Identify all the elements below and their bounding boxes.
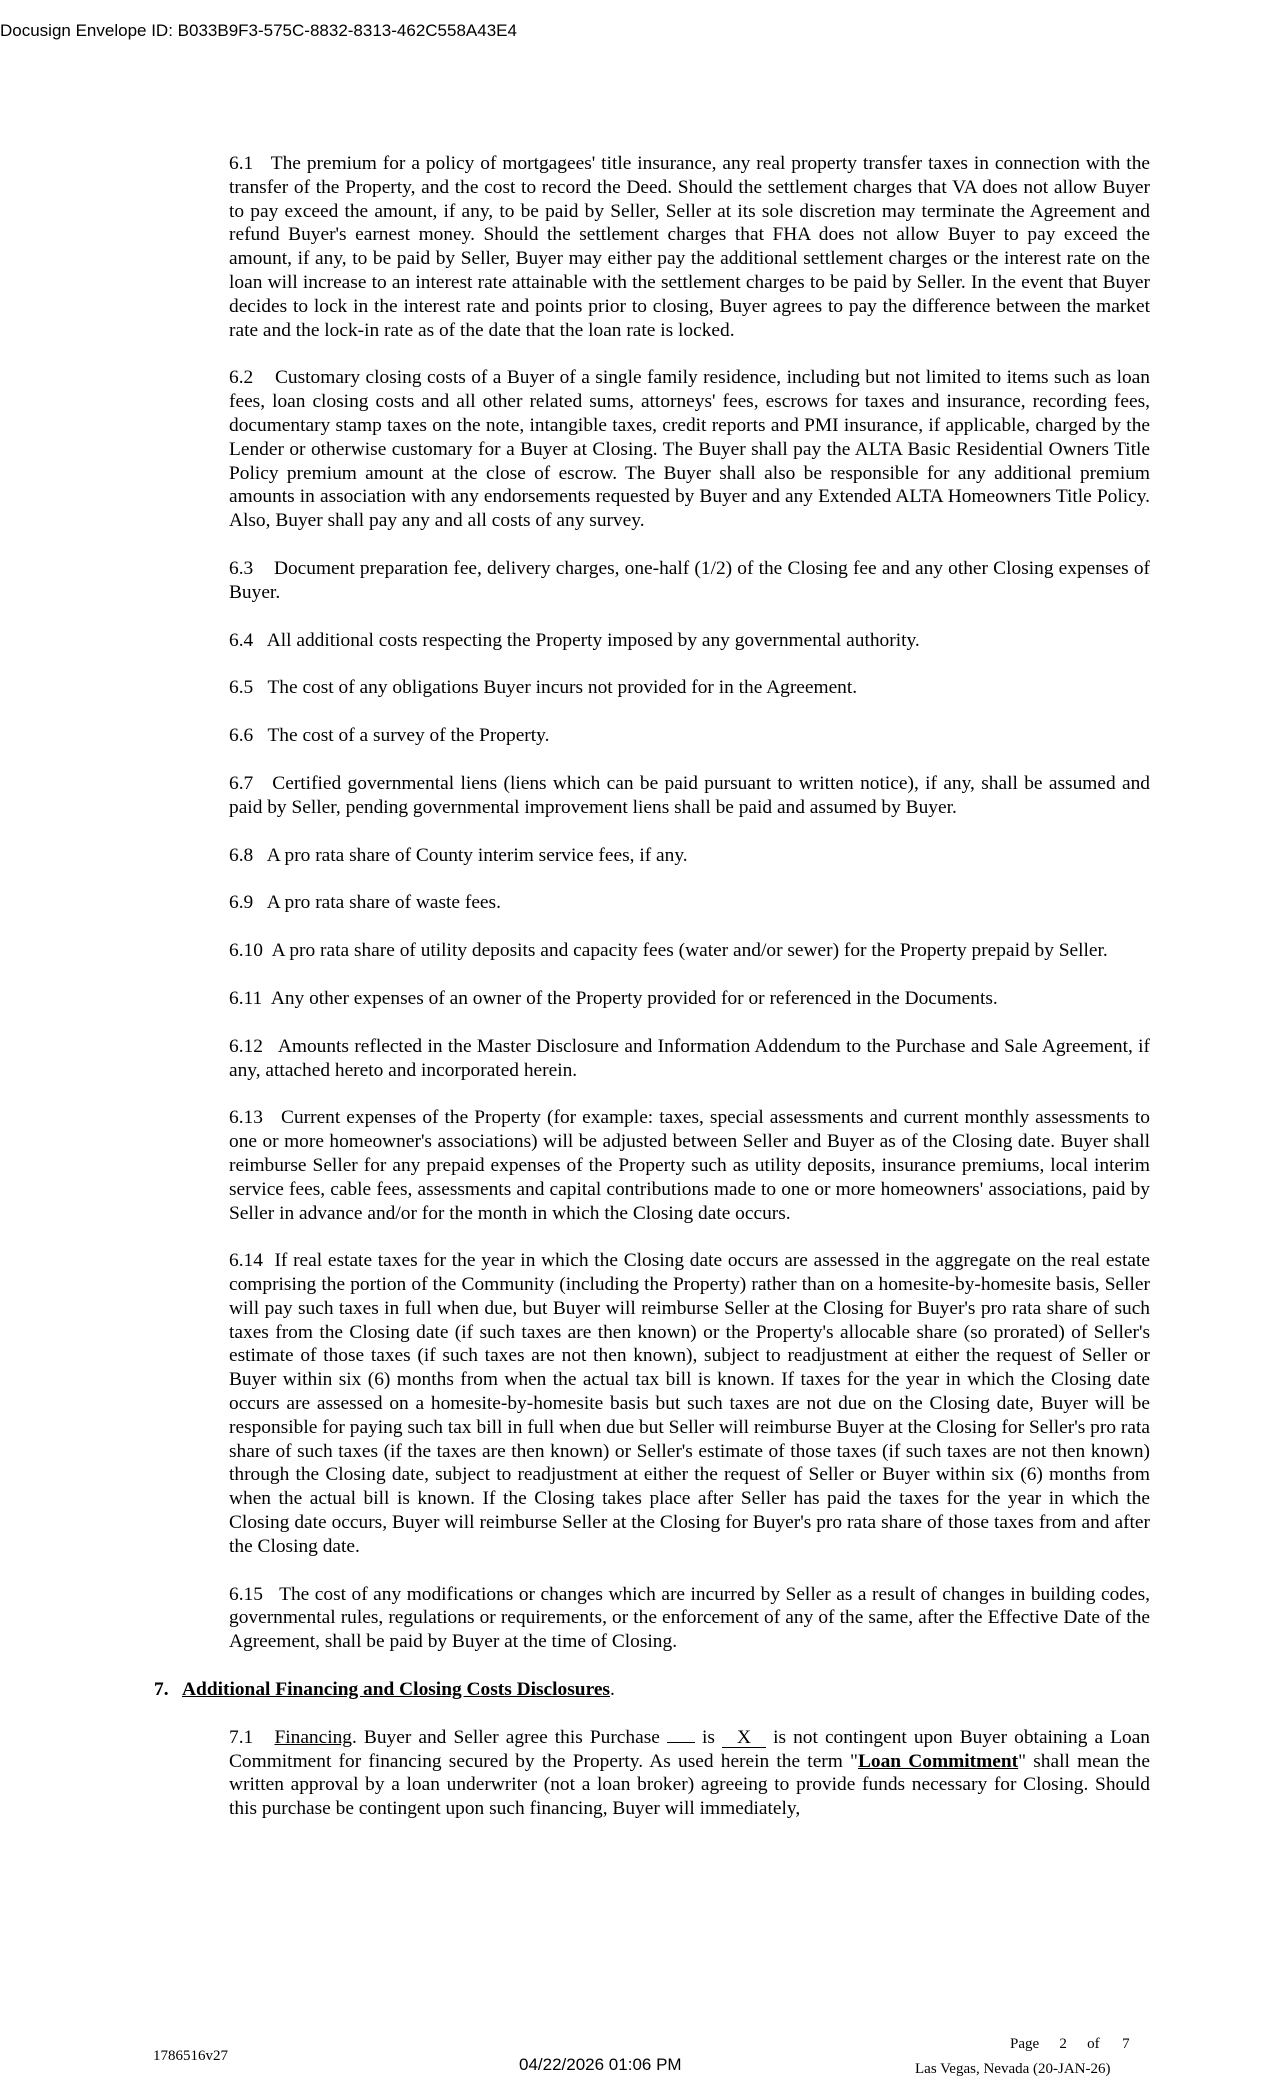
section-number: 7. (154, 1679, 169, 1701)
paragraph-number: 6.11 (229, 987, 263, 1009)
paragraph-text: Any other expenses of an owner of the Property provided for or referenced in the Documents. (270, 987, 998, 1009)
paragraph-text: A pro rata share of County interim service fees, if any. (266, 844, 688, 866)
paragraph-number: 6.9 (229, 892, 254, 914)
paragraph-6-5 (229, 676, 1150, 700)
paragraph-6-2 (229, 366, 1150, 533)
paragraph-number: 6.7 (229, 772, 254, 794)
paragraph-text: If real estate taxes for the year in which the Closing date occurs are assessed in the aggregate on the real estate comprising the portion of the Community (including the Property) rather than on a homesite-by-homesite basis, Seller will pay such taxes in full when due, but Buyer will reimburse Seller at the Closing for Buyer's pro rata share of such taxes from the Closing date (if such taxes are then known) or the Property's allocable share (so prorated) of Seller's estimate of those taxes (if such taxes are not then known), subject to readjustment at either the request of Seller or Buyer within six (6) months from when the actual tax bill is known. If taxes for the year in which the Closing date occurs are assessed on a homesite-by-homesite basis but such taxes are not due on the Closing date, Buyer will be responsible for paying such tax bill in full when due but Seller will reimburse Buyer at the Closing for Seller's pro rata share of such taxes (if the taxes are then known) or Seller's estimate of those taxes (if such taxes are not then known) through the Closing date, subject to readjustment at either the request of Seller or Buyer within six (6) months from when the actual bill is known. If the Closing takes place after Seller has paid the taxes for the year in which the Closing date occurs, Buyer will reimburse Seller at the Closing for Buyer's pro rata share of those taxes from and after the Closing date. (229, 1250, 1150, 1557)
paragraph-text: All additional costs respecting the Property imposed by any governmental authority. (266, 629, 920, 651)
paragraph-number: 6.14 (229, 1250, 263, 1272)
page-number: 2 (1059, 2036, 1067, 2052)
paragraph-number: 6.6 (229, 725, 254, 747)
paragraph-text: is not contingent upon Buyer obtaining a Loan Commitment for financing secured by the Property. As used herein the term " (229, 1726, 1150, 1772)
paragraph-number: 6.10 (229, 940, 263, 962)
envelope-id: Docusign Envelope ID: B033B9F3-575C-8832-8313-462C558A43E4 (0, 21, 517, 40)
contingent-is-blank (667, 1742, 695, 1743)
paragraph-number: 6.15 (229, 1583, 263, 1605)
document-id: 1786516v27 (153, 2048, 228, 2064)
paragraph-7-1 (229, 1726, 1150, 1821)
paragraph-number: 6.12 (229, 1035, 263, 1057)
document-body (154, 152, 1151, 1845)
paragraph-text: The cost of a survey of the Property. (267, 725, 550, 747)
paragraph-text: Document preparation fee, delivery charges, one-half (1/2) of the Closing fee and any other Closing expenses of Buyer. (229, 557, 1151, 603)
paragraph-number: 6.8 (229, 844, 254, 866)
page-indicator (1010, 2036, 1130, 2053)
paragraph-6-3 (229, 557, 1150, 605)
paragraph-number: 6.4 (229, 629, 254, 651)
page-of-label: of (1087, 2036, 1100, 2052)
section-7-heading (154, 1678, 1150, 1702)
paragraph-6-7 (229, 772, 1150, 820)
page-total: 7 (1122, 2036, 1130, 2052)
paragraph-number: 6.13 (229, 1107, 263, 1129)
paragraph-number: 6.2 (229, 367, 254, 389)
paragraph-text: . Buyer and Seller agree this Purchase (352, 1726, 660, 1748)
financing-label: Financing (274, 1726, 353, 1748)
paragraph-text: A pro rata share of utility deposits and capacity fees (water and/or sewer) for the Property prepaid by Seller. (271, 940, 1108, 962)
paragraph-6-10 (229, 939, 1150, 963)
loan-commitment-term: Loan Commitment (857, 1750, 1019, 1772)
paragraph-number: 7.1 (229, 1726, 254, 1748)
paragraph-text: The cost of any obligations Buyer incurs not provided for in the Agreement. (267, 677, 858, 699)
paragraph-text: The premium for a policy of mortgagees' title insurance, any real property transfer taxes in connection with the transfer of the Property, and the cost to record the Deed. Should the settlement charges that VA does not allow Buyer to pay exceed the amount, if any, to be paid by Seller, Seller at its sole discretion may terminate the Agreement and refund Buyer's earnest money. Should the settlement charges that FHA does not allow Buyer to pay exceed the amount, if any, to be paid by Seller, Buyer may either pay the additional settlement charges or the interest rate on the loan will increase to an interest rate attainable with the settlement charges to be paid by Seller. In the event that Buyer decides to lock in the interest rate and points prior to closing, Buyer agrees to pay the difference between the market rate and the lock-in rate as of the date that the loan rate is locked. (229, 153, 1151, 341)
paragraph-text: is (702, 1726, 715, 1748)
paragraph-text: Current expenses of the Property (for example: taxes, special assessments and current monthly assessments to one or more homeowner's associations) will be adjusted between Seller and Buyer as of the Closing date. Buyer shall reimburse Seller for any prepaid expenses of the Property such as utility deposits, insurance premiums, local interim service fees, cable fees, assessments and capital contributions made to one or more homeowners' associations, paid by Seller in advance and/or for the month in which the Closing date occurs. (229, 1107, 1150, 1224)
paragraph-6-9 (229, 891, 1150, 915)
paragraph-text: Customary closing costs of a Buyer of a single family residence, including but not limited to items such as loan fees, loan closing costs and all other related sums, attorneys' fees, escrows for taxes and insurance, recording fees, documentary stamp taxes on the note, intangible taxes, credit reports and PMI insurance, if applicable, charged by the Lender or otherwise customary for a Buyer at Closing. The Buyer shall pay the ALTA Basic Residential Owners Title Policy premium amount at the close of escrow. The Buyer shall also be responsible for any additional premium amounts in association with any endorsements requested by Buyer and any Extended ALTA Homeowners Title Policy. Also, Buyer shall pay any and all costs of any survey. (229, 367, 1150, 532)
paragraph-text: Amounts reflected in the Master Disclosure and Information Addendum to the Purchase and Sale Agreement, if any, attached hereto and incorporated herein. (229, 1035, 1150, 1081)
paragraph-6-6 (229, 724, 1150, 748)
document-location-date: Las Vegas, Nevada (20-JAN-26) (915, 2061, 1111, 2077)
paragraph-text: " shall mean the written approval by a loan underwriter (not a loan broker) agreeing to provide funds necessary for Closing. Should this purchase be contingent upon such financing, Buyer will immediately, (229, 1750, 1150, 1820)
paragraph-6-14 (229, 1249, 1150, 1558)
paragraph-text: Certified governmental liens (liens which can be paid pursuant to written notice), if any, shall be assumed and paid by Seller, pending governmental improvement liens shall be paid and assumed by Buyer. (229, 772, 1150, 818)
paragraph-number: 6.5 (229, 677, 254, 699)
paragraph-number: 6.3 (229, 557, 254, 579)
paragraph-6-1 (229, 152, 1150, 342)
paragraph-6-13 (229, 1106, 1150, 1225)
section-title: Additional Financing and Closing Costs Disclosures (182, 1679, 610, 1701)
page-label: Page (1010, 2036, 1040, 2052)
paragraph-number: 6.1 (229, 153, 254, 174)
paragraph-text: A pro rata share of waste fees. (266, 892, 501, 914)
paragraph-6-15 (229, 1583, 1150, 1654)
contingent-is-not-mark: X (722, 1728, 766, 1748)
paragraph-6-12 (229, 1035, 1150, 1083)
paragraph-6-8 (229, 844, 1150, 868)
paragraph-6-4 (229, 629, 1150, 653)
signature-timestamp: 04/22/2026 01:06 PM (519, 2055, 682, 2074)
paragraph-text: The cost of any modifications or changes which are incurred by Seller as a result of changes in building codes, governmental rules, regulations or requirements, or the enforcement of any of the same, after the Effective Date of the Agreement, shall be paid by Buyer at the time of Closing. (229, 1583, 1150, 1653)
section-title-period: . (609, 1679, 615, 1701)
paragraph-6-11 (229, 987, 1150, 1011)
